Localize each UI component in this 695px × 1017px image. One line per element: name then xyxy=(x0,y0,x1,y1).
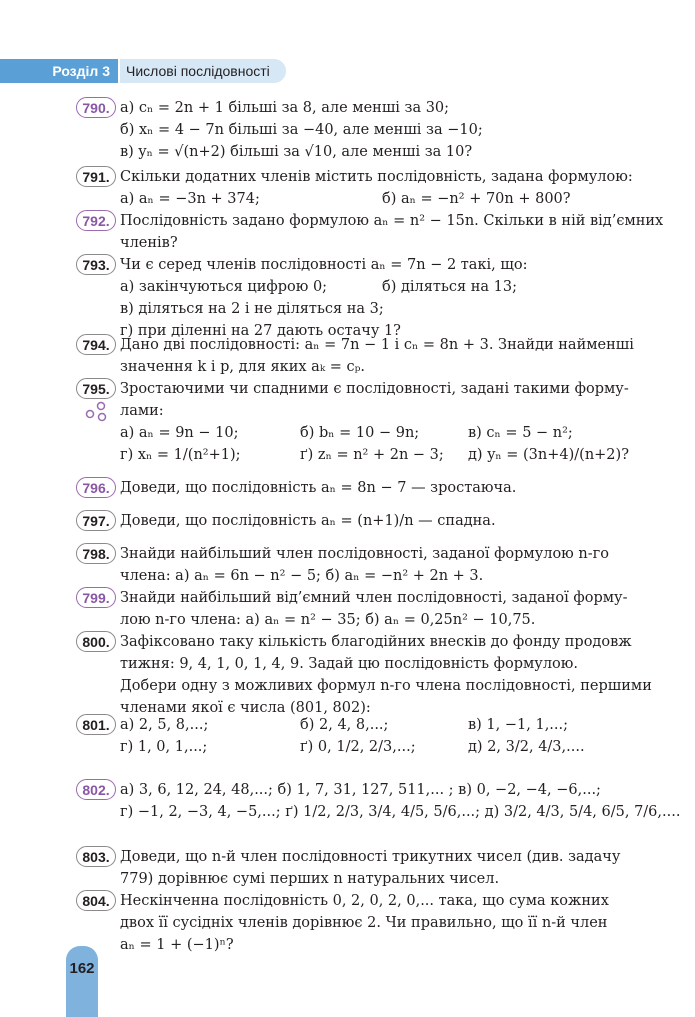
problem-line: а) aₙ = −3n + 374; б) aₙ = −n² + 70n + 800? xyxy=(120,191,571,207)
problem-line: Доведи, що n-й член послідовності трикутних чисел (див. задачу xyxy=(120,849,621,865)
problem-804 xyxy=(76,890,646,956)
problem-line: г) −1, 2, −3, 4, −5,...; ґ) 1/2, 2/3, 3/4, 4/5, 5/6,...; д) 3/2, 4/3, 5/4, 6/5, 7/6,.... xyxy=(120,804,681,820)
problem-line: члена: а) aₙ = 6n − n² − 5; б) aₙ = −n² + 2n + 3. xyxy=(120,568,484,584)
problem-line: Дано дві послідовності: aₙ = 7n − 1 і cₙ = 8n + 3. Знайди найменші xyxy=(120,337,634,353)
problem-number: 792. xyxy=(76,210,116,231)
problem-text xyxy=(120,714,646,758)
problem-text xyxy=(120,334,646,378)
section-header xyxy=(0,59,286,83)
problem-line: двох її сусідніх членів дорівнює 2. Чи правильно, що її n-й член xyxy=(120,915,608,931)
problem-text xyxy=(120,779,681,823)
problem-793 xyxy=(76,254,646,342)
problem-797 xyxy=(76,510,646,532)
problem-792 xyxy=(76,210,664,254)
problem-790 xyxy=(76,97,646,163)
problem-line: а) 2, 5, 8,...; б) 2, 4, 8,...; в) 1, −1, 1,...; xyxy=(120,717,569,733)
problem-number: 790. xyxy=(76,97,116,118)
problem-text xyxy=(120,254,646,342)
problem-791 xyxy=(76,166,646,210)
problem-line: в) yₙ = √(n+2) більші за √10, але менші за 10? xyxy=(120,144,473,160)
problem-798 xyxy=(76,543,646,587)
problem-number: 798. xyxy=(76,543,116,564)
problem-796 xyxy=(76,477,646,499)
problem-text xyxy=(120,890,646,956)
problem-line: 779) дорівнює сумі перших n натуральних чисел. xyxy=(120,871,500,887)
problem-line: а) aₙ = 9n − 10; б) bₙ = 10 − 9n; в) cₙ = 5 − n²; xyxy=(120,425,573,441)
problem-text xyxy=(120,97,646,163)
problem-line: членів? xyxy=(120,235,178,251)
problem-text xyxy=(120,543,646,587)
problem-line: Знайди найбільший член послідовності, заданої формулою n-го xyxy=(120,546,609,562)
instruction-line: членами якої є числа (801, 802): xyxy=(120,700,371,716)
page-number: 162 xyxy=(69,960,95,977)
problem-line: г) 1, 0, 1,...; ґ) 0, 1/2, 2/3,...; д) 2, 3/2, 4/3,.... xyxy=(120,739,585,755)
problem-line: а) 3, 6, 12, 24, 48,...; б) 1, 7, 31, 127, 511,... ; в) 0, −2, −4, −6,...; xyxy=(120,782,601,798)
problem-line: Доведи, що послідовність aₙ = (n+1)/n — спадна. xyxy=(120,513,496,529)
problem-794 xyxy=(76,334,646,378)
problem-line: Зростаючими чи спадними є послідовності, задані такими форму- xyxy=(120,381,629,397)
problem-number: 799. xyxy=(76,587,116,608)
problem-line: г) при діленні на 27 дають остачу 1? xyxy=(120,323,401,339)
problem-line: aₙ = 1 + (−1)ⁿ? xyxy=(120,937,234,953)
instruction-line: Добери одну з можливих формул n-го члена послідовності, першими xyxy=(120,678,652,694)
problem-number: 803. xyxy=(76,846,116,867)
problem-line: лами: xyxy=(120,403,164,419)
problem-line: Скільки додатних членів містить послідовність, задана формулою: xyxy=(120,169,633,185)
problem-line: Нескінченна послідовність 0, 2, 0, 2, 0,... така, що сума кожних xyxy=(120,893,609,909)
problem-799 xyxy=(76,587,646,631)
problem-text xyxy=(120,510,646,532)
problem-line: г) xₙ = 1/(n²+1); ґ) zₙ = n² + 2n − 3; д) yₙ = (3n+4)/(n+2)? xyxy=(120,447,629,463)
problem-line: тижня: 9, 4, 1, 0, 1, 4, 9. Задай цю послідовність формулою. xyxy=(120,656,578,672)
problem-text xyxy=(120,587,646,631)
problem-text xyxy=(120,210,664,254)
page-number-tab xyxy=(66,946,98,1017)
problem-line: Знайди найбільший від’ємний член послідовності, заданої форму- xyxy=(120,590,628,606)
problem-line: Зафіксовано таку кількість благодійних внесків до фонду продовж xyxy=(120,634,632,650)
problem-800 xyxy=(76,631,646,675)
problem-line: а) cₙ = 2n + 1 більші за 8, але менші за 30; xyxy=(120,100,450,116)
problem-number: 797. xyxy=(76,510,116,531)
problem-number: 794. xyxy=(76,334,116,355)
problem-line: лою n-го члена: а) aₙ = n² − 35; б) aₙ = 0,25n² − 10,75. xyxy=(120,612,536,628)
problem-number: 796. xyxy=(76,477,116,498)
problem-line: Чи є серед членів послідовності aₙ = 7n − 2 такі, що: xyxy=(120,257,528,273)
problem-line: б) xₙ = 4 − 7n більші за −40, але менші за −10; xyxy=(120,122,483,138)
problem-number: 791. xyxy=(76,166,116,187)
problem-text xyxy=(120,631,646,675)
problem-number: 795. xyxy=(76,378,116,399)
problem-text xyxy=(120,846,646,890)
problem-text xyxy=(120,378,646,466)
problem-795 xyxy=(76,378,646,466)
problem-number: 802. xyxy=(76,779,116,800)
problem-803 xyxy=(76,846,646,890)
problem-line: Послідовність задано формулою aₙ = n² − 15n. Скільки в ній від’ємних xyxy=(120,213,664,229)
instruction-text xyxy=(120,675,650,719)
problem-802 xyxy=(76,779,681,823)
section-title: Числові послідовності xyxy=(120,59,286,83)
problem-number: 793. xyxy=(76,254,116,275)
problem-line: в) діляться на 2 і не діляться на 3; xyxy=(120,301,384,317)
problem-text xyxy=(120,477,646,499)
group-work-icon xyxy=(84,398,110,424)
problem-number: 804. xyxy=(76,890,116,911)
problem-number: 800. xyxy=(76,631,116,652)
problem-line: значення k і p, для яких aₖ = cₚ. xyxy=(120,359,365,375)
problem-number: 801. xyxy=(76,714,116,735)
problem-line: а) закінчуються цифрою 0; б) діляться на 13; xyxy=(120,279,517,295)
problem-text xyxy=(120,166,646,210)
problem-line: Доведи, що послідовність aₙ = 8n − 7 — зростаюча. xyxy=(120,480,517,496)
section-label: Розділ 3 xyxy=(0,59,118,83)
problem-801 xyxy=(76,714,646,758)
